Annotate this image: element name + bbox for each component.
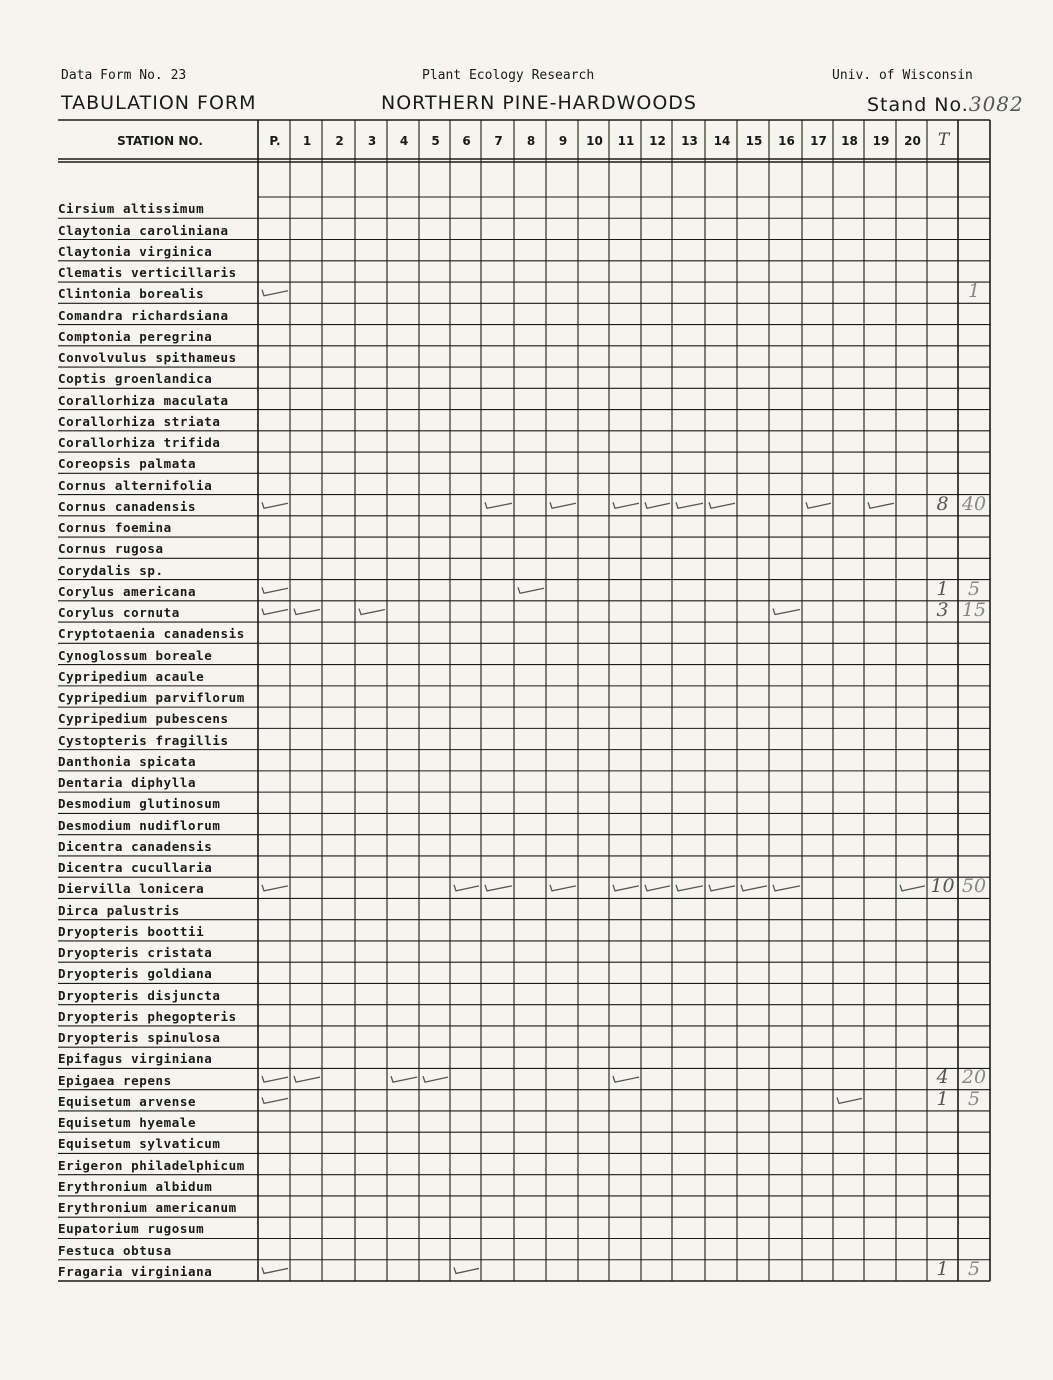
check-mark [741, 885, 767, 891]
species-name: Desmodium glutinosum [58, 796, 221, 812]
check-mark [613, 502, 639, 508]
species-name: Convolvulus spithameus [58, 350, 237, 366]
station-column-header: 6 [462, 134, 471, 148]
species-name: Claytonia caroliniana [58, 222, 229, 238]
species-name: Corallorhiza striata [58, 413, 221, 429]
station-column-header: 9 [558, 134, 568, 148]
station-column-header: 4 [399, 134, 409, 148]
species-name: Cirsium altissimum [58, 201, 205, 217]
frequency-value: 20 [961, 1066, 987, 1089]
check-mark [454, 1267, 479, 1273]
species-name: Dryopteris boottii [58, 923, 205, 939]
station-column-header: 20 [904, 134, 921, 148]
species-name: Corylus cornuta [58, 605, 180, 621]
species-name: Claytonia virginica [58, 243, 213, 259]
frequency-value: 1 [967, 280, 981, 303]
station-column-header: 8 [526, 134, 536, 148]
check-mark [454, 885, 479, 891]
check-mark [391, 1076, 417, 1082]
total-count: 4 [936, 1066, 949, 1089]
species-name: Coptis groenlandica [58, 371, 213, 387]
station-column-header: 7 [494, 134, 503, 148]
stand-value: 3082 [968, 92, 1024, 116]
frequency-value: 40 [961, 492, 987, 515]
form-title: TABULATION FORM [61, 92, 257, 114]
station-column-header: 18 [841, 134, 858, 148]
frequency-value: 50 [961, 875, 987, 898]
frequency-value: 5 [967, 1257, 981, 1280]
species-name: Cornus canadensis [58, 498, 197, 514]
check-mark [613, 1076, 639, 1082]
species-name: Erigeron philadelphicum [58, 1157, 245, 1173]
frequency-value: 5 [967, 577, 981, 600]
station-column-header: 11 [617, 134, 635, 148]
species-name: Erythronium americanum [58, 1200, 237, 1216]
species-name: Dirca palustris [58, 902, 180, 918]
species-name: Dryopteris spinulosa [58, 1030, 221, 1046]
station-column-header: 14 [713, 134, 731, 148]
community-title: NORTHERN PINE-HARDWOODS [381, 92, 697, 114]
station-column-header: 16 [778, 134, 795, 148]
species-name: Cryptotaenia canadensis [58, 626, 245, 642]
check-mark [645, 885, 670, 891]
check-mark [262, 1267, 288, 1273]
species-name: Dicentra canadensis [58, 838, 213, 854]
check-mark [837, 1097, 862, 1103]
species-name: Epifagus virginiana [58, 1051, 213, 1067]
check-mark [423, 1076, 448, 1082]
form-number: Data Form No. 23 [61, 68, 187, 83]
species-name: Dryopteris goldiana [58, 966, 213, 982]
species-name: Cornus rugosa [58, 541, 164, 557]
station-column-header: 15 [745, 134, 763, 148]
species-name: Epigaea repens [58, 1072, 172, 1088]
species-name: Dicentra cucullaria [58, 860, 213, 876]
check-mark [262, 1076, 288, 1082]
check-mark [485, 885, 512, 891]
check-mark [900, 885, 925, 891]
station-column-header: 17 [810, 134, 827, 148]
total-count: 10 [930, 875, 955, 898]
total-column-header: T [937, 130, 950, 150]
check-mark [806, 502, 831, 508]
check-mark [868, 502, 894, 508]
species-name: Coreopsis palmata [58, 456, 197, 472]
research-title: Plant Ecology Research [422, 68, 595, 83]
station-column-header: 10 [586, 134, 603, 148]
check-mark [262, 1097, 288, 1103]
species-name: Comandra richardsiana [58, 307, 229, 323]
species-name: Diervilla lonicera [58, 881, 205, 897]
station-column-header: 3 [367, 134, 377, 148]
check-mark [294, 1076, 320, 1082]
present-column-header: P. [269, 134, 281, 148]
station-column-header: 2 [335, 134, 344, 148]
species-name: Comptonia peregrina [58, 328, 213, 344]
check-mark [262, 502, 288, 508]
check-mark [359, 609, 385, 615]
species-name: Dryopteris phegopteris [58, 1008, 237, 1024]
station-column-header: 12 [649, 134, 666, 148]
species-name: Desmodium nudiflorum [58, 817, 221, 833]
species-name: Corylus americana [58, 583, 197, 599]
check-mark [294, 609, 320, 615]
species-name: Danthonia spicata [58, 753, 197, 769]
university-name: Univ. of Wisconsin [832, 68, 973, 83]
frequency-value: 5 [967, 1087, 981, 1110]
species-name: Cynoglossum boreale [58, 647, 213, 663]
check-mark [262, 587, 288, 593]
station-no-label: STATION NO. [117, 134, 203, 148]
species-name: Cypripedium pubescens [58, 711, 229, 727]
total-count: 1 [936, 1087, 949, 1110]
species-name: Equisetum sylvaticum [58, 1136, 221, 1152]
species-name: Equisetum hyemale [58, 1115, 197, 1131]
species-name: Dentaria diphylla [58, 775, 197, 791]
species-name: Cornus foemina [58, 520, 172, 536]
species-name: Cypripedium parviflorum [58, 690, 245, 706]
species-name: Festuca obtusa [58, 1242, 172, 1258]
species-name: Fragaria virginiana [58, 1264, 213, 1279]
check-mark [645, 502, 670, 508]
check-mark [550, 885, 576, 891]
species-name: Corydalis sp. [58, 562, 164, 578]
species-name: Clematis verticillaris [58, 265, 237, 281]
species-name: Cornus alternifolia [58, 477, 213, 493]
check-mark [709, 502, 735, 508]
species-name: Cystopteris fragillis [58, 732, 229, 748]
check-mark [676, 885, 703, 891]
check-mark [773, 609, 800, 615]
check-mark [485, 502, 512, 508]
check-mark [676, 502, 703, 508]
check-mark [518, 587, 544, 593]
frequency-value: 15 [961, 598, 987, 621]
species-name: Clintonia borealis [58, 286, 205, 302]
station-column-header: 19 [872, 134, 890, 148]
check-mark [262, 609, 288, 615]
station-column-header: 1 [302, 134, 312, 148]
stand-label: Stand No. [867, 94, 969, 116]
check-mark [773, 885, 800, 891]
species-name: Corallorhiza maculata [58, 392, 229, 408]
check-mark [709, 885, 735, 891]
species-name: Dryopteris cristata [58, 945, 213, 961]
check-mark [613, 885, 639, 891]
total-count: 1 [936, 1257, 949, 1280]
check-mark [550, 502, 576, 508]
species-name: Eupatorium rugosum [58, 1221, 205, 1237]
total-count: 1 [936, 577, 949, 600]
species-name: Dryopteris disjuncta [58, 987, 221, 1003]
species-name: Equisetum arvense [58, 1093, 197, 1109]
check-mark [262, 885, 288, 891]
species-name: Cypripedium acaule [58, 668, 205, 684]
total-count: 8 [936, 492, 949, 515]
station-column-header: 13 [681, 134, 698, 148]
total-count: 3 [936, 598, 949, 621]
species-name: Corallorhiza trifida [58, 435, 221, 451]
species-name: Erythronium albidum [58, 1178, 213, 1194]
station-column-header: 5 [431, 134, 440, 148]
check-mark [262, 290, 288, 296]
